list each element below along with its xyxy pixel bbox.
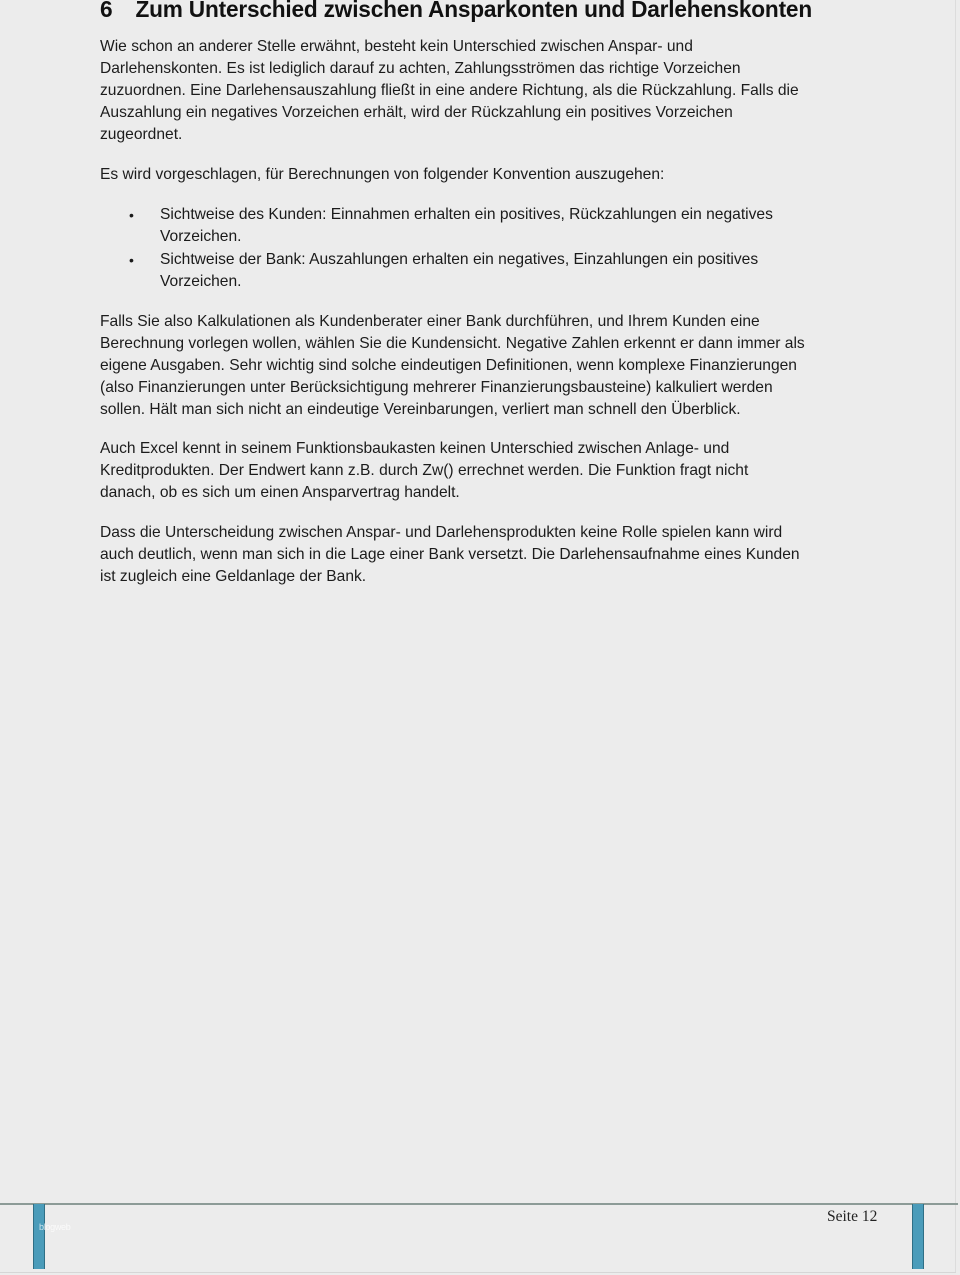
text-line: Kreditprodukten. Der Endwert kann z.B. durch Zw() errechnet werden. Die Funktion fragt nicht: [100, 462, 749, 479]
paragraph-bank-perspective: [100, 522, 870, 588]
page-edge-right: [955, 0, 956, 1272]
paragraph-excel: [100, 438, 870, 504]
text-line: zuzuordnen. Eine Darlehensauszahlung fließt in eine andere Richtung, als die Rückzahlung. Falls die: [100, 82, 799, 99]
footer-accent-bar-left: [33, 1204, 45, 1269]
text-line: sollen. Hält man sich nicht an eindeutige Vereinbarungen, verliert man schnell den Überblick.: [100, 401, 741, 418]
text-line: Darlehenskonten. Es ist lediglich darauf zu achten, Zahlungsströmen das richtige Vorzeichen: [100, 60, 741, 77]
text-line: Vorzeichen.: [160, 228, 242, 245]
text-line: auch deutlich, wenn man sich in die Lage einer Bank versetzt. Die Darlehensaufnahme eines Kunden: [100, 546, 800, 563]
text-line: danach, ob es sich um einen Ansparvertrag handelt.: [100, 484, 460, 501]
page-edge-bottom: [0, 1272, 956, 1273]
convention-list: [100, 204, 870, 294]
paragraph-intro: [100, 36, 870, 146]
list-item-bank-view: [100, 249, 870, 293]
page-number: Seite 12: [827, 1208, 878, 1225]
text-line: zugeordnet.: [100, 126, 183, 143]
text-line: Auszahlung ein negatives Vorzeichen erhält, wird der Rückzahlung ein positives Vorzeichen: [100, 104, 733, 121]
list-item-customer-view: [100, 204, 870, 248]
paragraph-convention: [100, 164, 870, 186]
text-line: Auch Excel kennt in seinem Funktionsbaukasten keinen Unterschied zwischen Anlage- und: [100, 440, 730, 457]
text-line: Vorzeichen.: [160, 273, 242, 290]
text-line: Falls Sie also Kalkulationen als Kundenberater einer Bank durchführen, und Ihrem Kunden eine: [100, 313, 760, 330]
text-line: Berechnung vorlegen wollen, wählen Sie die Kundensicht. Negative Zahlen erkennt er dann immer als: [100, 335, 805, 352]
watermark-text: blogweb: [39, 1222, 71, 1232]
text-line: ist zugleich eine Geldanlage der Bank.: [100, 568, 367, 585]
text-line: (also Finanzierungen unter Berücksichtigung mehrerer Finanzierungsbausteine) kalkuliert werden: [100, 379, 773, 396]
bullet-icon: •: [129, 207, 134, 223]
section-title: Zum Unterschied zwischen Ansparkonten und Darlehenskonten: [135, 0, 812, 22]
paragraph-customer-advisor: [100, 311, 870, 421]
section-number: 6: [100, 0, 113, 22]
text-line: eigene Ausgaben. Sehr wichtig sind solche eindeutigen Definitionen, wenn komplexe Finanzierungen: [100, 357, 797, 374]
text-line: Sichtweise des Kunden: Einnahmen erhalten ein positives, Rückzahlungen ein negatives: [160, 206, 773, 223]
footer-divider: [0, 1203, 958, 1205]
text-line: Dass die Unterscheidung zwischen Anspar- und Darlehensprodukten keine Rolle spielen kann wird: [100, 524, 783, 541]
text-line: Wie schon an anderer Stelle erwähnt, besteht kein Unterschied zwischen Anspar- und: [100, 38, 693, 55]
section-heading: [100, 0, 812, 23]
text-line: Sichtweise der Bank: Auszahlungen erhalten ein negatives, Einzahlungen ein positives: [160, 251, 759, 268]
bullet-icon: •: [129, 252, 134, 268]
footer-accent-bar-right: [912, 1204, 924, 1269]
text-line: Es wird vorgeschlagen, für Berechnungen von folgender Konvention auszugehen:: [100, 166, 665, 183]
